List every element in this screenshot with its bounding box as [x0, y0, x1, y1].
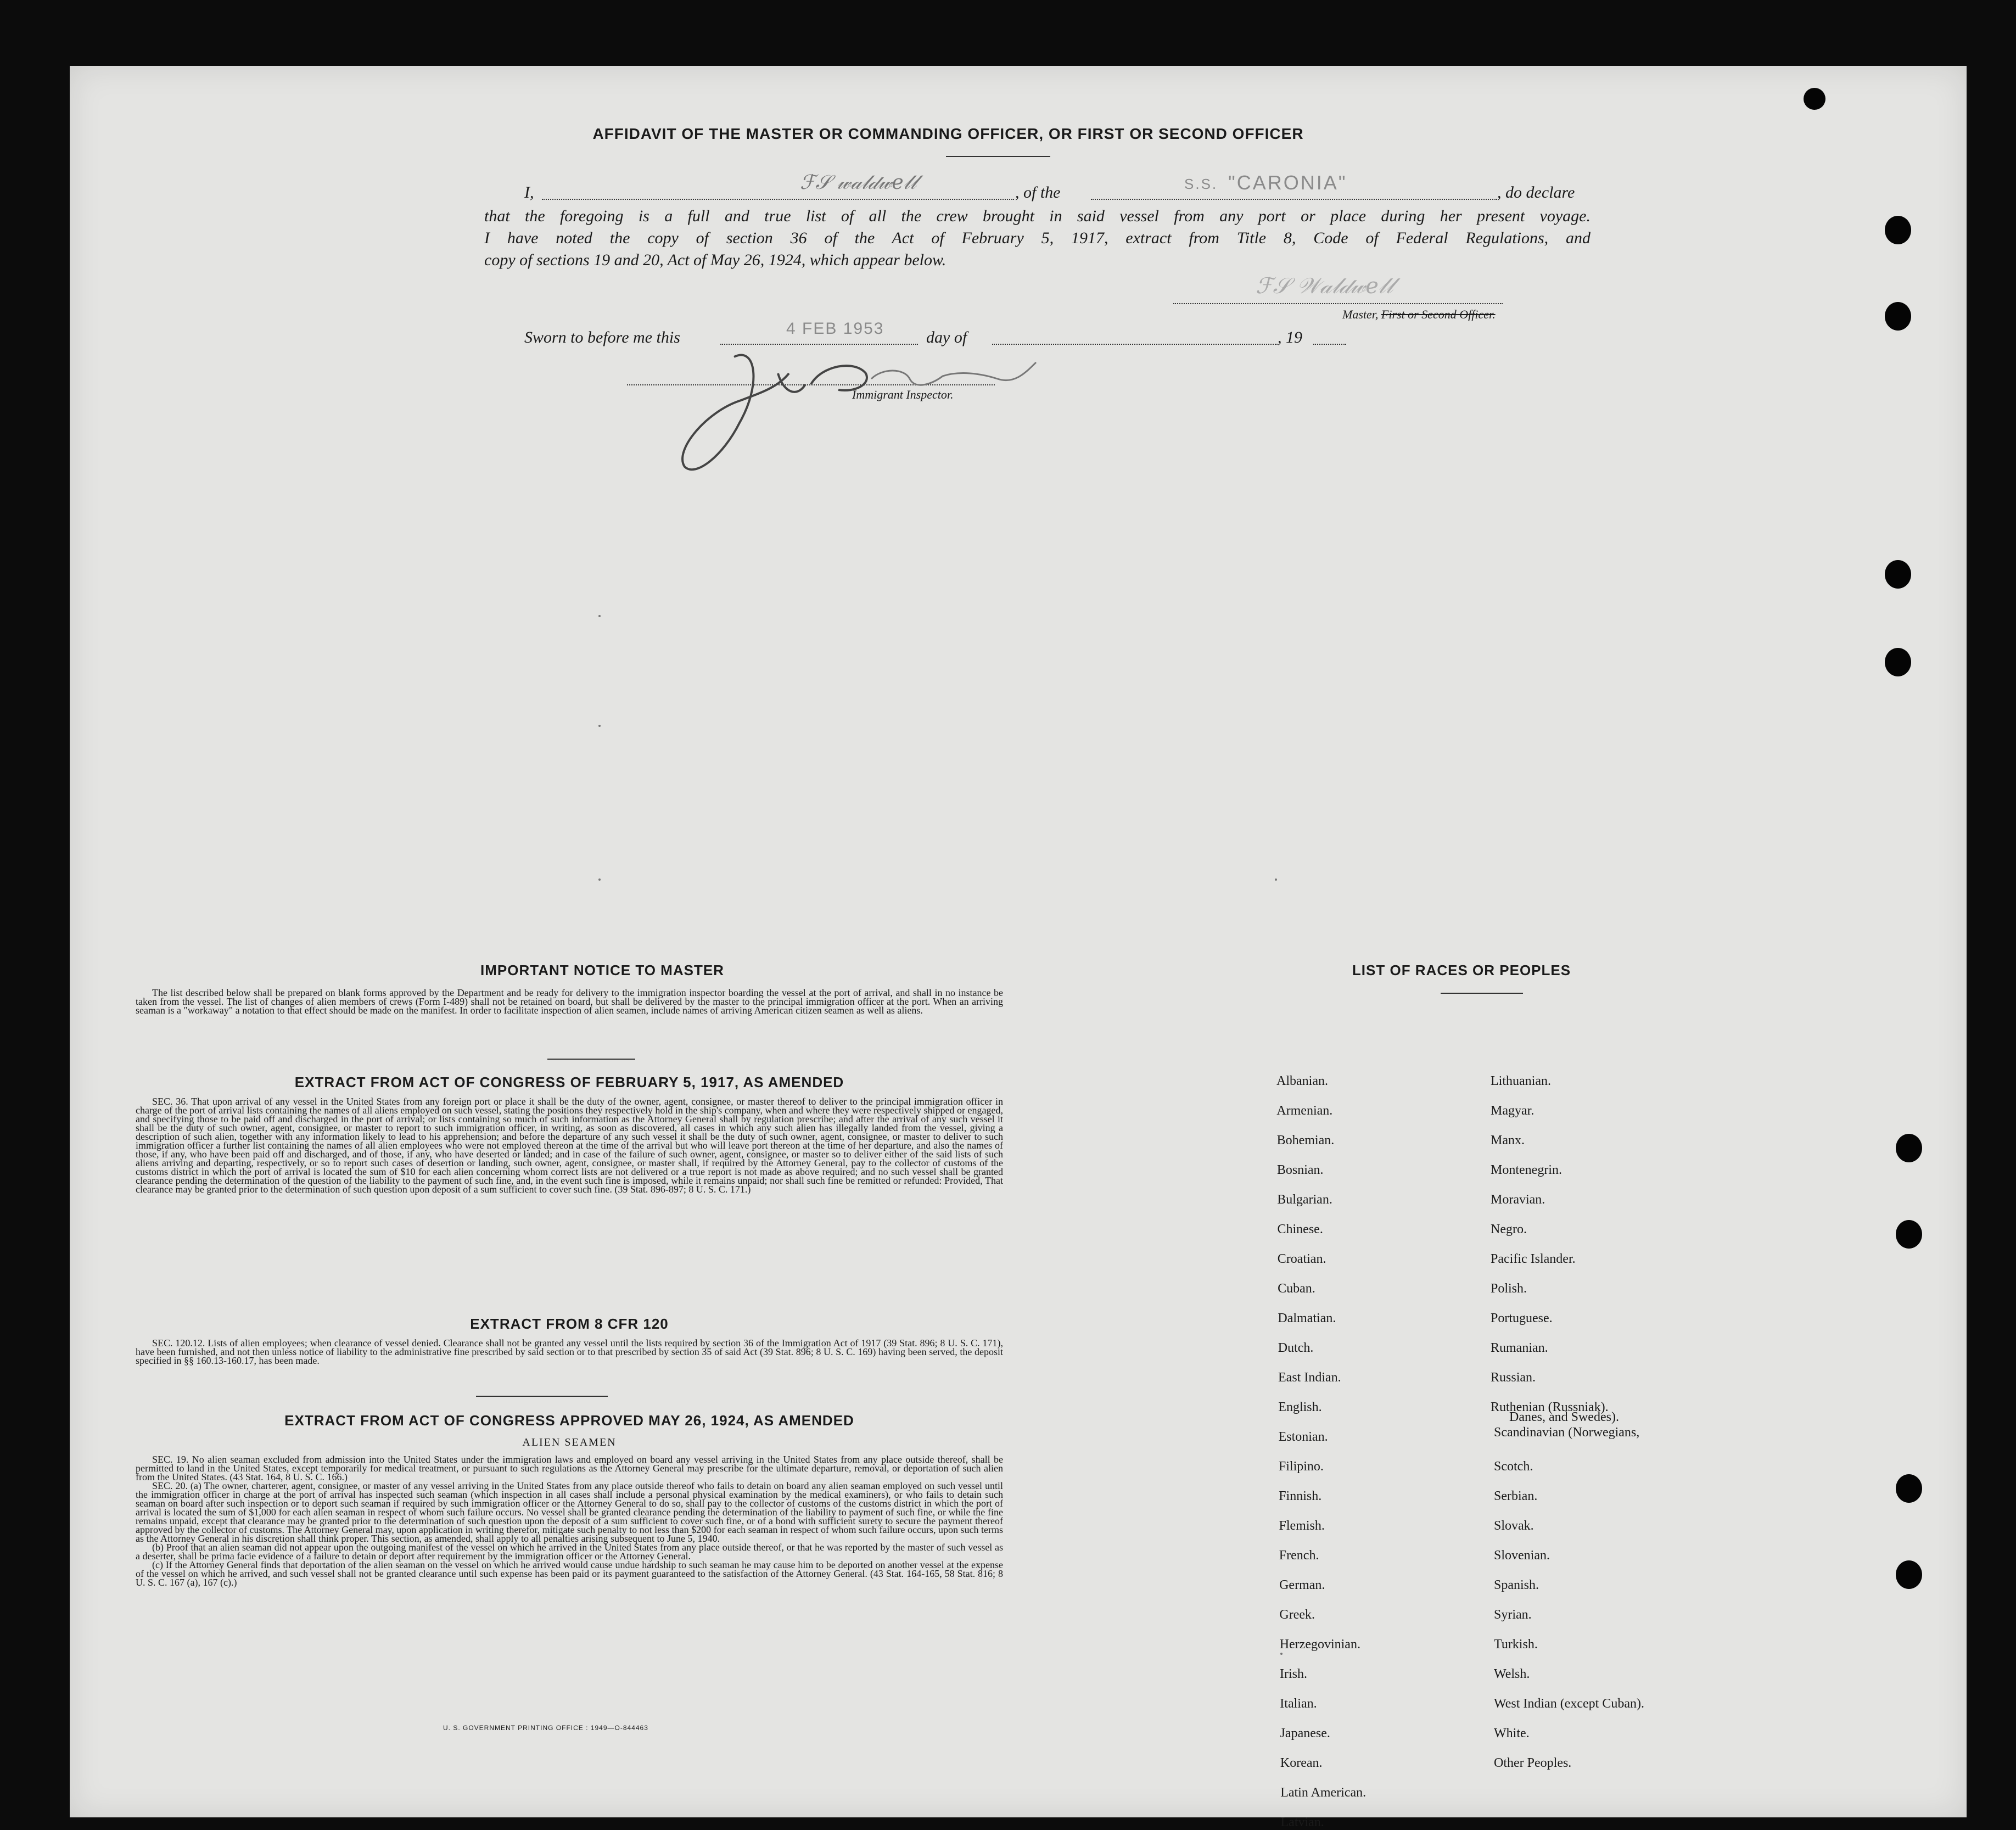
race-item: Bosnian.: [1276, 1163, 1324, 1177]
punch-hole: [1896, 1134, 1922, 1162]
master-caption: [1342, 307, 1496, 322]
race-item: Greek.: [1279, 1608, 1315, 1622]
extract-1924-title: EXTRACT FROM ACT OF CONGRESS APPROVED MAY 26, 1924, AS AMENDED: [284, 1412, 854, 1429]
race-item: Japanese.: [1280, 1726, 1330, 1741]
race-item: Flemish.: [1279, 1519, 1325, 1533]
punch-hole: [1885, 216, 1911, 244]
extract-1917-body: [136, 1097, 1003, 1194]
year-label: , 19: [1278, 328, 1302, 346]
master-name-signature: ℱ𝒮 𝓌𝒶𝓁𝒹𝓌𝑒𝓁𝓁: [800, 171, 917, 194]
of-the-label: , of the: [1015, 183, 1061, 202]
master-signature: ℱ𝒮 𝒲𝒶𝓁𝒹𝓌𝑒𝓁𝓁: [1256, 273, 1393, 299]
race-item: Bohemian.: [1276, 1133, 1335, 1148]
extract-1917-title: EXTRACT FROM ACT OF CONGRESS OF FEBRUARY 5, 1917, AS AMENDED: [294, 1074, 844, 1090]
race-item: Rumanian.: [1491, 1341, 1548, 1355]
race-item: English.: [1278, 1400, 1322, 1414]
master-signature-line: [1173, 303, 1503, 304]
race-item: Croatian.: [1277, 1252, 1326, 1266]
punch-hole: [1804, 88, 1825, 110]
race-item: Chinese.: [1277, 1222, 1323, 1236]
race-item: Italian.: [1280, 1697, 1317, 1711]
notice-paragraph: The list described below shall be prepared on blank forms approved by the Department and be ready for delivery to the immigration inspector boarding the vessel at the port of arrival, and shall in no instance be taken from the vessel. The list of changes of alien members of crews (Form I-489) shall not be retained on board, but shall be delivered by the master to the principal immigration officer at the port. When an arriving seaman is a "workaway" a notation to that effect should be made on the manifest. In order to facilitate inspection of alien seamen, include names of arriving American citizen seamen as well as aliens.: [136, 987, 1003, 1016]
sec-20a-paragraph: SEC. 20. (a) The owner, charterer, agent, consignee, or master of any vessel arriving in the United States from any place outside thereof who fails to detain on board any alien seaman employed on such vessel until the immigration officer in charge at the port of arrival has inspected such seaman (which inspection in all cases shall include a personal physical examination by the medical examiners), or who fails to detain such seaman on board after such inspection or to deport such seaman if required by such immigration officer or the Attorney General to do so, shall pay to the collector of customs of the customs district in which the port of arrival is located the sum of $1,000 for each alien seaman in respect of whom such failure occurs. No vessel shall be granted clearance pending the determination of the liability to payment of such fine, or while the fine remains unpaid, except that clearance may be granted prior to the determination of such question upon the deposit of a sum sufficient to cover such fine, or of a bond with sufficient surety to secure the payment thereof approved by the collector of customs. The Attorney General may, upon application in writing therefor, mitigate such penalty to not less than $200 for each seaman in respect of whom such failure occurs, upon such terms as the Attorney General in his discretion shall think proper. This section, as amended, shall apply to all penalties arising subsequent to June 5, 1940.: [136, 1480, 1003, 1544]
race-item: Irish.: [1280, 1667, 1307, 1681]
extract-1924-body: [136, 1455, 1003, 1587]
sworn-label: Sworn to before me this: [524, 328, 680, 346]
speck: [1280, 1653, 1283, 1655]
race-item: White.: [1494, 1726, 1530, 1741]
year-blank: [1313, 344, 1346, 345]
races-divider: [1441, 993, 1523, 994]
race-item: Scandinavian (Norwegians,: [1494, 1425, 1640, 1440]
race-item: French.: [1279, 1548, 1319, 1563]
sec-19-paragraph: SEC. 19. No alien seaman excluded from admission into the United States under the immigration laws and employed on board any vessel arriving in the United States from any place outside thereof, shall be permitted to land in the United States, except temporarily for medical treatment, or pursuant to such regulations as the Attorney General may prescribe for the ultimate departure, removal, or deportation of such alien from the United States. (43 Stat. 164, 8 U. S. C. 166.): [136, 1454, 1003, 1482]
punch-hole: [1885, 302, 1911, 331]
race-item: Scotch.: [1494, 1459, 1533, 1474]
master-caption-master: Master,: [1342, 307, 1379, 321]
affidavit-title: AFFIDAVIT OF THE MASTER OR COMMANDING OFFICER, OR FIRST OR SECOND OFFICER: [592, 125, 1304, 142]
race-item: Cuban.: [1278, 1281, 1315, 1296]
race-item: West Indian (except Cuban).: [1494, 1697, 1644, 1711]
do-declare-label: , do declare: [1497, 183, 1575, 202]
race-item: Dutch.: [1278, 1341, 1314, 1355]
punch-hole: [1896, 1220, 1922, 1249]
race-item: Spanish.: [1494, 1578, 1539, 1592]
extract-1917-paragraph: SEC. 36. That upon arrival of any vessel in the United States from any foreign port or place it shall be the duty of the owner, agent, consignee, or master thereof to deliver to the principal immigration officer in charge of the port of arrival lists containing the names of all aliens employed on such vessel, stating the positions they respectively hold in the ship's company, when and where they were respectively shipped or engaged, and specifying those to be paid off and discharged in the port of arrival; or lists containing so much of such information as the Attorney General shall by regulation prescribe; and after the arrival of any such vessel it shall be the duty of such owner, agent, consignee, or master to report to such immigration officer, in writing, as soon as discovered, all cases in which any such alien has illegally landed from the vessel, giving a description of such alien, together with any information likely to lead to his apprehension; and before the departure of any such vessel it shall be the duty of such owner, agent, consignee, or master to deliver to such immigration officer a further list containing the names of all alien employees who were not employed thereon at the time of the arrival but who will leave port thereon at the time of her departure, and also the names of those, if any, who have been paid off and discharged, and of those, if any, who have deserted or landed; and in case of the failure of such owner, agent, consignee, or master so to deliver either of the said lists of such aliens arriving and departing, respectively, or so to report such cases of desertion or landing, such owner, agent, consignee, or master shall, if required by the Attorney General, pay to the collector of customs of the customs district in which the port of arrival is located the sum of $10 for each alien concerning whom correct lists are not delivered or a true report is not made as above required; and no such vessel shall be granted clearance pending the determination of the question of the liability to the payment of such fine, and, in the event such fine is imposed, while it remains unpaid; nor shall such fine be remitted or refunded: Provided, That clearance may be granted prior to the determination of such question upon deposit of a sum sufficient to cover such fine. (39 Stat. 896-897; 8 U. S. C. 171.): [136, 1096, 1003, 1195]
speck: [1275, 878, 1277, 881]
race-item: Filipino.: [1278, 1459, 1324, 1474]
race-item: Welsh.: [1494, 1667, 1530, 1681]
declaration-line-2: I have noted the copy of section 36 of the Act of February 5, 1917, extract from Title 8, Code of Federal Regulations, and: [484, 229, 1591, 247]
sec-20b-paragraph: (b) Proof that an alien seaman did not appear upon the outgoing manifest of the vessel on which he arrived in the United States from any place outside thereof, or that he was reported by the master of such vessel as a deserter, shall be prima facie evidence of a failure to detain or deport after requirement by the immigration officer or the Attorney General.: [136, 1542, 1003, 1562]
race-item: Moravian.: [1491, 1193, 1545, 1207]
race-item: East Indian.: [1278, 1370, 1341, 1385]
date-stamp: 4 FEB 1953: [786, 320, 884, 338]
race-item: Polish.: [1491, 1281, 1527, 1296]
race-item: Serbian.: [1494, 1489, 1538, 1503]
extract-cfr-body: [136, 1339, 1003, 1365]
notice-body: [136, 988, 1003, 1015]
punch-hole: [1896, 1474, 1922, 1503]
race-item: Montenegrin.: [1491, 1163, 1562, 1177]
inspector-signature: [674, 340, 1113, 483]
declaration-line-3: copy of sections 19 and 20, Act of May 26, 1924, which appear below.: [484, 251, 947, 269]
race-item: Albanian.: [1276, 1074, 1328, 1088]
race-item: Danes, and Swedes).: [1509, 1410, 1619, 1424]
race-item: Portuguese.: [1491, 1311, 1553, 1325]
race-item: Armenian.: [1276, 1104, 1333, 1118]
notice-divider: [547, 1059, 635, 1060]
race-item: Slovak.: [1494, 1519, 1534, 1533]
race-item: Manx.: [1491, 1133, 1525, 1148]
race-item: German.: [1279, 1578, 1325, 1592]
ship-blank: [1091, 199, 1497, 200]
race-item: Bulgarian.: [1277, 1193, 1332, 1207]
race-item: Dalmatian.: [1278, 1311, 1336, 1325]
races-title: LIST OF RACES OR PEOPLES: [1352, 962, 1571, 978]
race-item: Lithuanian.: [1491, 1074, 1551, 1088]
race-item: Herzegovinian.: [1279, 1637, 1360, 1652]
ship-prefix: S.S.: [1184, 176, 1218, 192]
notice-title: IMPORTANT NOTICE TO MASTER: [480, 962, 724, 978]
race-item: Negro.: [1491, 1222, 1527, 1236]
race-item: Turkish.: [1494, 1637, 1538, 1652]
punch-hole: [1885, 648, 1911, 676]
race-item: Other Peoples.: [1494, 1756, 1572, 1770]
race-item: Finnish.: [1279, 1489, 1322, 1503]
speck: [598, 878, 601, 881]
cfr-divider: [476, 1396, 608, 1397]
race-item: Ruthenian (Russniak).: [1491, 1400, 1609, 1414]
race-item: Syrian.: [1494, 1608, 1532, 1622]
title-divider: [946, 156, 1050, 157]
race-item: Pacific Islander.: [1491, 1252, 1576, 1266]
extract-1924-subtitle: ALIEN SEAMEN: [522, 1436, 617, 1448]
race-item: Latvian.: [1280, 1815, 1324, 1829]
punch-hole: [1896, 1560, 1922, 1589]
race-item: Slovenian.: [1494, 1548, 1550, 1563]
race-item: Russian.: [1491, 1370, 1536, 1385]
extract-cfr-title: EXTRACT FROM 8 CFR 120: [470, 1316, 669, 1332]
day-of-label: day of: [926, 328, 967, 346]
declaration-line-1: that the foregoing is a full and true list of all the crew brought in said vessel from any port or place during her present voyage.: [484, 207, 1591, 225]
race-item: Magyar.: [1491, 1104, 1535, 1118]
speck: [598, 725, 601, 727]
race-item: Korean.: [1280, 1756, 1323, 1770]
name-blank: [542, 199, 1014, 200]
sec-20c-paragraph: (c) If the Attorney General finds that deportation of the alien seaman on the vessel on which he arrived would cause undue hardship to such seaman he may cause him to be deported on another vessel at the expense of the vessel on which he arrived, and such vessel shall not be granted clearance until such expense has been paid or its payment guaranteed to the satisfaction of the Attorney General. (43 Stat. 164-165, 58 Stat. 816; 8 U. S. C. 167 (a), 167 (c).): [136, 1559, 1003, 1588]
extract-cfr-paragraph: SEC. 120.12. Lists of alien employees; when clearance of vessel denied. Clearance shall not be granted any vessel until the lists required by section 36 of the Immigration Act of 1917 (39 Stat. 896; 8 U. S. C. 171), have been furnished, and not then unless notice of liability to the administrative fine prescribed by said section or to that prescribed by section 35 of said Act (39 Stat. 896; 8 U. S. C. 169) having been served, the deposit specified in §§ 160.13-160.17, has been made.: [136, 1337, 1003, 1366]
printer-line: U. S. GOVERNMENT PRINTING OFFICE : 1949—O-844463: [443, 1724, 648, 1732]
inspector-caption: Immigrant Inspector.: [852, 388, 954, 401]
race-item: Estonian.: [1278, 1430, 1328, 1444]
declaration-text: [484, 205, 1591, 271]
master-caption-officer: First or Second Officer.: [1381, 307, 1496, 321]
i-label: I,: [524, 183, 534, 202]
document-page: [70, 66, 1967, 1829]
race-item: Latin American.: [1280, 1786, 1367, 1800]
punch-hole: [1885, 560, 1911, 589]
ship-name: "CARONIA": [1228, 171, 1347, 194]
speck: [598, 615, 601, 617]
